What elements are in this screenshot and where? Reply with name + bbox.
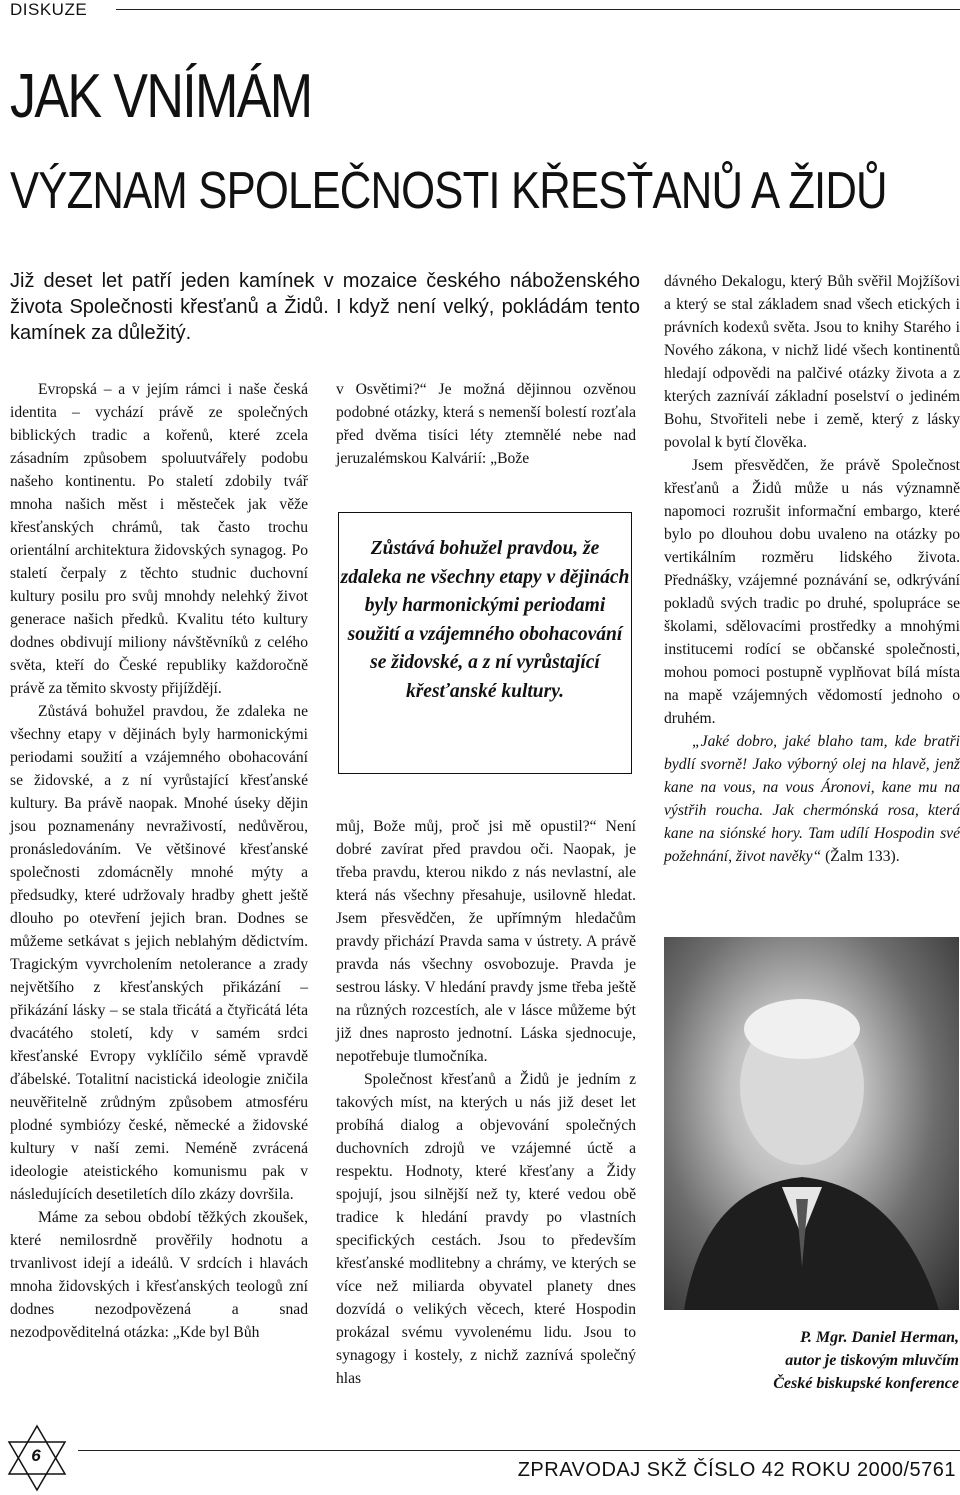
section-label: DISKUZE xyxy=(10,0,88,19)
psalm-quote: „Jaké dobro, jaké blaho tam, kde bratři bydlí svorně! Jako výborný olej na hlavě, jenž kane na vous, na vous Áronovi, kane mu na výstřih roucha. Jak chermónská rosa, která kane na siónské hory. Tam udílí Hospodin své požehnání, život navěky“ xyxy=(664,733,960,865)
lead-paragraph: Již deset let patří jeden kamínek v mozaice českého náboženského života Společnosti křesťanů a Židů. I když není velký, pokládám tento kamínek za důležitý. xyxy=(10,270,640,344)
col2-paragraph-top: v Osvětimi?“ Je možná dějinnou ozvěnou podobné otázky, která s nemenší bolestí rozťala před dvěma tisíci léty ztemnělé nebe nad jeruzalémskou Kalvárií: „Bože xyxy=(336,381,636,467)
col1-paragraph-3: Máme za sebou období těžkých zkoušek, které nemilosrdně prověřily hodnotu a trvanlivost idejí a ideálů. V srdcích i hlavách mnoha židovských i křesťanských teologů zní dodnes nezodpovězená a snad nezodpověditelná otázka: „Kde byl Bůh xyxy=(10,1209,308,1341)
article-subtitle: VÝZNAM SPOLEČNOSTI KŘESŤANŮ A ŽIDŮ xyxy=(10,162,887,220)
pull-quote-box xyxy=(338,512,632,774)
portrait-silhouette-icon xyxy=(664,937,959,1310)
photo-caption xyxy=(664,1326,959,1395)
caption-line-1: P. Mgr. Daniel Herman, xyxy=(800,1329,959,1346)
column-3 xyxy=(664,270,960,868)
caption-line-3: České biskupské konference xyxy=(773,1375,959,1392)
column-2-top xyxy=(336,378,636,470)
article-title: JAK VNÍMÁM xyxy=(10,62,312,131)
psalm-reference: (Žalm 133). xyxy=(825,848,900,865)
col3-psalm xyxy=(664,730,960,868)
col2-paragraph-1: můj, Bože můj, proč jsi mě opustil?“ Není dobré zavírat před pravdou oči. Naopak, je třeba pravdu, kterou nikdo z nás nevlastní, ale která nás všechny přesahuje, usilovně hledat. Jsem přesvědčen, že upřímným hledačům pravdy přichází Pravda sama v ústrety. A právě pravda nás všechny osvobozuje. Pravda je sestrou lásky. V hledání pravdy jsme třeba ještě na různých rozcestích, ale v lásce můžeme být již dnes naprosto jednotní. Láska sjednocuje, nepotřebuje tlumočníka. xyxy=(336,818,636,1065)
top-rule xyxy=(116,9,960,10)
bottom-rule xyxy=(78,1450,960,1451)
caption-line-2: autor je tiskovým mluvčím xyxy=(785,1352,959,1369)
column-2-bottom xyxy=(336,815,636,1390)
author-photo xyxy=(664,937,959,1310)
page-number: 6 xyxy=(31,1446,41,1465)
column-1 xyxy=(10,378,308,1344)
pull-quote: Zůstává bohužel pravdou, že zdaleka ne všechny etapy v dějinách byly harmonickými periodami soužití a vzájemného obohacování se židovské, a z ní vyrůstající křesťanské kultury. xyxy=(340,538,630,702)
col3-paragraph-2: Jsem přesvědčen, že právě Společnost křesťanů a Židů může u nás významně napomoci rozrušit informační embargo, které bylo po dlouhou dobu uvaleno na otázky po vertikálním rozměru lidského života. Přednášky, vzájemné poznávání se, odkrývání pokladů svých tradic po druhé, spolupráce se školami, sdělovacími prostředky a mnohými institucemi rodící se občanské společnosti, mohou pomoci postupně vyplňovat bílá místa na mapě vzájemných vědomostí jednoho o druhém. xyxy=(664,457,960,727)
col1-paragraph-1: Evropská – a v jejím rámci i naše česká identita – vychází právě ze společných biblických tradic a kořenů, které zcela zásadním způsobem spoluutvářely podobu našeho kontinentu. Po staletí zdobily tvář mnoha našich měst i městeček jak věže křesťanských chrámů, tak často trochu orientální architektura židovských synagog. Po staletí čerpaly z těchto studnic duchovní kultury posilu pro svůj mnohdy nelehký život generace našich předků. Kvalitu této kultury dodnes obdivují miliony návštěvníků z celého světa, kteří do České republiky každoročně právě za těmito skvosty přijíždějí. xyxy=(10,381,308,697)
col3-paragraph-1: dávného Dekalogu, který Bůh svěřil Mojžíšovi a který se stal základem snad všech etických i právních kodexů světa. Jsou to knihy Starého i Nového zákona, v nichž lidé všech kontinentů hledají odpovědi na palčivé otázky života a z kterých zazníváí základní poselství o jediném Bohu, Stvořiteli nebe i země, který z lásky povolal k bytí člověka. xyxy=(664,273,960,451)
col1-paragraph-2: Zůstává bohužel pravdou, že zdaleka ne všechny etapy v dějinách byly harmonickými periodami soužití a vzájemného obohacování se židovské, a z ní vyrůstající křesťanské kultury. Ba právě naopak. Mnohé úseky dějin jsou poznamenány nevraživostí, nedůvěrou, pronásledováním. Ve většinové křesťanské společnosti zdomácněly mnohé mýty a předsudky, které udržovaly hradby ghett ještě dlouho po otevření jejich bran. Dodnes se můžeme setkávat s jejich neblahým dědictvím. Tragickým vyvrcholením netolerance a zrady největšího z křesťanských přikázání – přikázání lásky – se stala třicátá a čtyřicátá léta dvacátého století, kdy v samém srdci křesťanské Evropy vyklíčilo sémě vpravdě ďábelské. Totalitní nacistická ideologie zničila neuvěřitelně zrůdným způsobem atmosféru plodné symbiózy české, německé a židovské kultury v naší zemi. Neméně zvrácená ideologie ateistického komunismu pak v následujících desetiletích dílo zkázy dovršila. xyxy=(10,703,308,1203)
publication-title: ZPRAVODAJ SKŽ ČÍSLO 42 ROKU 2000/5761 xyxy=(517,1459,956,1481)
col2-paragraph-2: Společnost křesťanů a Židů je jedním z takových míst, na kterých u nás již deset let probíhá dialog a objevování společných duchovních zdrojů ve vzájemné úctě a respektu. Hodnoty, které křesťany a Židy spojují, jsou silnější než ty, které vedou obě tradice k hledání pravdy po vlastních specifických cestách. Jsou to především křesťanské modlitebny a chrámy, ve kterých se více než miliarda obyvatel planety dnes dozvídá o velikých věcech, které Hospodin prokázal svému vyvolenému lidu. Jsou to synagogy i kostely, z nichž zaznívá společný hlas xyxy=(336,1071,636,1387)
